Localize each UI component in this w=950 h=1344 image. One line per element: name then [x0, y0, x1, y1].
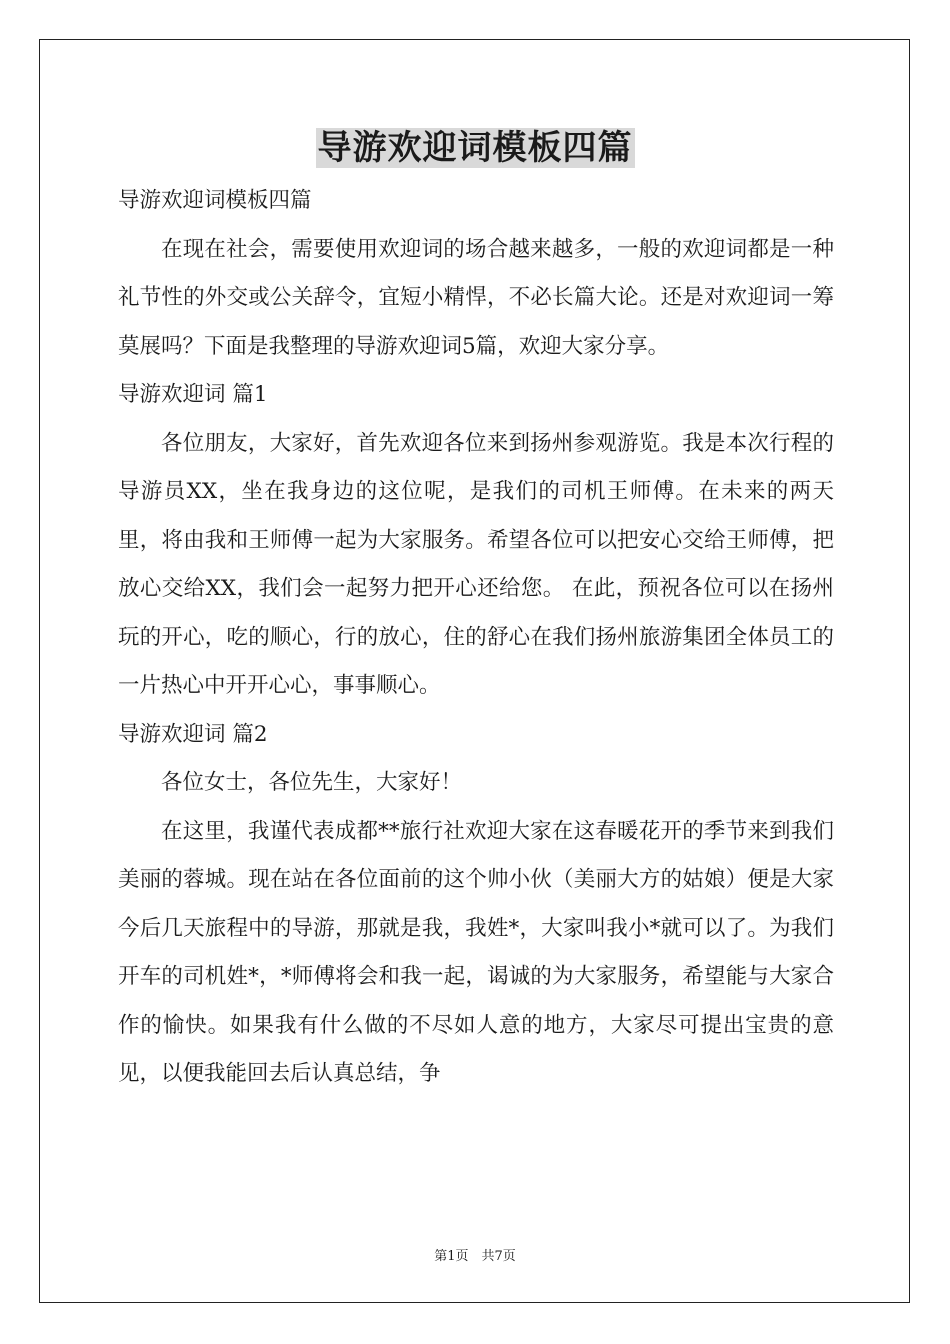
document-title [0, 126, 950, 170]
page-number-footer: 第1页 共7页 [434, 1249, 516, 1264]
section-paragraph: 在这里，我谨代表成都**旅行社欢迎大家在这春暖花开的季节来到我们美丽的蓉城。现在站在各位面前的这个帅小伙（美丽大方的姑娘）便是大家今后几天旅程中的导游，那就是我，我姓*，大家叫我小*就可以了。为我们开车的司机姓*，*师傅将会和我一起，谒诚的为大家服务，希望能与大家合作的愉快。如果我有什么做的不尽如人意的地方，大家尽可提出宝贵的意见，以便我能回去后认真总结，争 [118, 818, 834, 1086]
section-paragraph: 各位女士，各位先生，大家好！ [161, 770, 463, 795]
section-heading: 导游欢迎词 篇2 [118, 721, 268, 747]
section-paragraph: 各位朋友，大家好，首先欢迎各位来到扬州参观游览。我是本次行程的导游员XX，坐在我身边的这位呢，是我们的司机王师傅。在未来的两天里，将由我和王师傅一起为大家服务。希望各位可以把安心交给王师傅，把放心交给XX，我们会一起努力把开心还给您。 在此，预祝各位可以在扬州玩的开心，吃的顺心，行的放心，住的舒心在我们扬州旅游集团全体员工的一片热心中开开心心，事事顺心。 [118, 430, 834, 698]
intro-paragraph: 在现在社会，需要使用欢迎词的场合越来越多，一般的欢迎词都是一种礼节性的外交或公关辞令，宜短小精悍，不必长篇大论。还是对欢迎词一筹莫展吗？下面是我整理的导游欢迎词5篇，欢迎大家分享。 [118, 236, 834, 359]
document-body [118, 177, 834, 1099]
document-subtitle: 导游欢迎词模板四篇 [118, 188, 312, 213]
document-title-text: 导游欢迎词模板四篇 [317, 128, 633, 168]
section-heading: 导游欢迎词 篇1 [118, 382, 268, 407]
